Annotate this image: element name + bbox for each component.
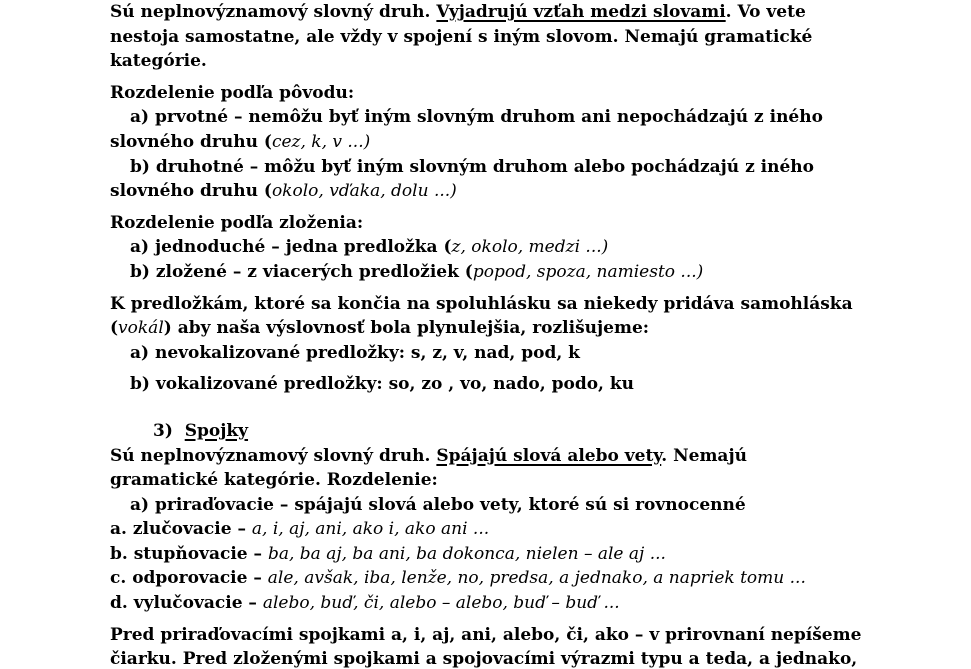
text-segment: slovného druhu ( <box>110 181 272 202</box>
text-segment: b. stupňovacie – <box>110 543 268 564</box>
text-segment: 3) <box>153 420 185 441</box>
text-line <box>110 542 971 567</box>
text-segment: nestoja samostatne, ale vždy v spojení s iným slovom. Nemajú gramatické <box>110 26 813 47</box>
text-segment: c. odporovacie – <box>110 568 268 589</box>
text-segment: b) vokalizované predložky: so, zo , vo, nado, podo, ku <box>130 374 635 395</box>
text-segment: Vyjadrujú vzťah medzi slovami <box>436 2 726 22</box>
text-segment: ba, ba aj, ba ani, ba dokonca, nielen – ale aj ... <box>267 543 666 564</box>
text-line <box>110 419 971 444</box>
text-line <box>110 372 971 397</box>
text-segment: kategórie. <box>110 51 207 72</box>
text-segment: vokál <box>118 318 164 339</box>
text-segment: Spájajú slová alebo vety <box>436 445 662 466</box>
text-segment: b) druhotné – môžu byť iným slovným druhom alebo pochádzajú z iného <box>130 156 814 177</box>
text-line <box>110 647 971 669</box>
text-segment: z, okolo, medzi ...) <box>451 237 609 258</box>
text-segment: . Nemajú <box>661 445 747 466</box>
text-line <box>110 179 971 204</box>
text-segment: popod, spoza, namiesto ...) <box>472 261 704 282</box>
text-line <box>110 25 971 50</box>
text-segment: ale, avšak, iba, lenže, no, predsa, a jednako, a napriek tomu ... <box>267 568 806 589</box>
text-line <box>110 468 971 493</box>
text-segment: slovného druhu ( <box>110 131 272 152</box>
text-line <box>110 341 971 366</box>
text-segment: ) aby naša výslovnosť bola plynulejšia, rozlišujeme: <box>163 318 650 339</box>
text-segment: d. vylučovacie – <box>110 593 263 614</box>
text-segment: alebo, buď, či, alebo – alebo, buď – buď ... <box>262 593 620 614</box>
text-line <box>110 155 971 180</box>
text-line <box>110 292 971 317</box>
text-line <box>110 105 971 130</box>
text-line <box>110 260 971 285</box>
text-segment: b) zložené – z viacerých predložiek ( <box>130 261 473 282</box>
text-segment: Spojky <box>184 420 249 441</box>
text-segment: okolo, vďaka, dolu ...) <box>271 181 457 202</box>
text-segment: a) jednoduché – jedna predložka ( <box>130 237 452 258</box>
text-line <box>110 444 971 469</box>
text-line <box>110 566 971 591</box>
text-segment: čiarku. Pred zloženými spojkami a spojovacími výrazmi typu a teda, a jednako, <box>110 649 858 669</box>
text-segment: cez, k, v ...) <box>271 131 371 152</box>
text-segment: Rozdelenie podľa zloženia: <box>110 212 364 233</box>
text-segment: a) nevokalizované predložky: s, z, v, nad, pod, k <box>130 342 580 363</box>
text-line <box>110 130 971 155</box>
text-line <box>110 211 971 236</box>
text-line <box>110 235 971 260</box>
text-line <box>110 591 971 616</box>
text-line <box>110 316 971 341</box>
text-segment: gramatické kategórie. Rozdelenie: <box>110 470 438 491</box>
text-line <box>110 493 971 518</box>
text-segment: a) prvotné – nemôžu byť iným slovným druhom ani nepochádzajú z iného <box>130 107 823 128</box>
text-line <box>110 517 971 542</box>
text-segment: Rozdelenie podľa pôvodu: <box>110 82 355 103</box>
text-segment: Sú neplnovýznamový slovný druh. <box>110 445 437 466</box>
text-line <box>110 81 971 106</box>
text-segment: a, i, aj, ani, ako i, ako ani ... <box>251 519 490 540</box>
text-line <box>110 49 971 74</box>
text-line <box>110 623 971 648</box>
text-segment: K predložkám, ktoré sa končia na spoluhlásku sa niekedy pridáva samohláska <box>110 293 853 314</box>
text-segment: Pred priraďovacími spojkami a, i, aj, ani, alebo, či, ako – v prirovnaní nepíšeme <box>110 624 862 645</box>
text-segment: Sú neplnovýznamový slovný druh. <box>110 2 437 22</box>
text-segment: . Vo vete <box>725 2 806 22</box>
text-line <box>110 0 971 25</box>
text-segment: ( <box>110 318 119 339</box>
text-segment: a. zlučovacie – <box>110 519 252 540</box>
text-segment: a) priraďovacie – spájajú slová alebo vety, ktoré sú si rovnocenné <box>130 494 746 515</box>
